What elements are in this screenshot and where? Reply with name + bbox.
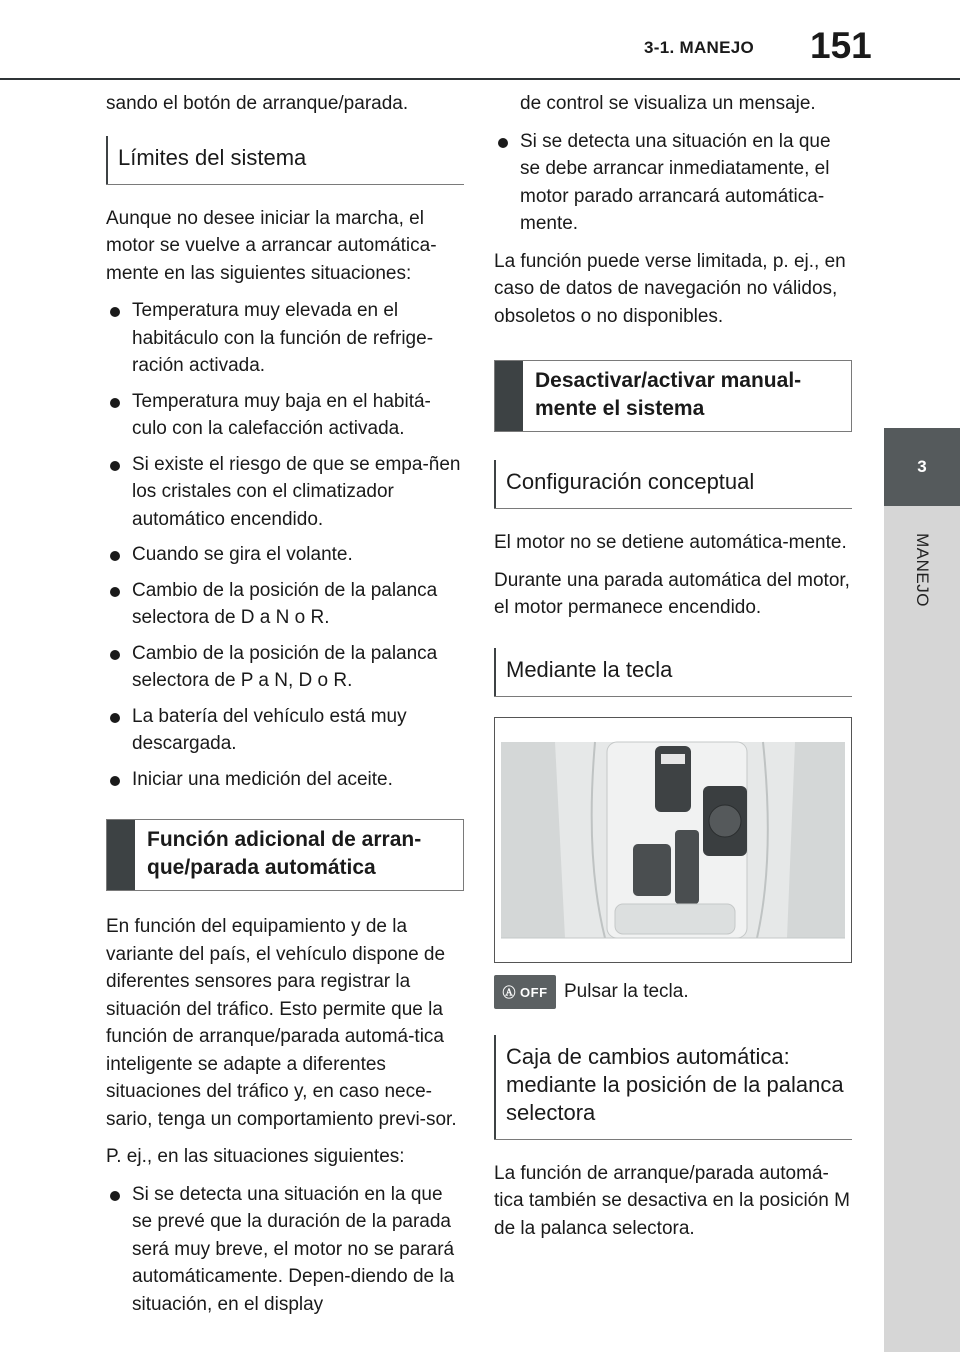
heading-bar bbox=[495, 361, 523, 431]
paragraph-intro: Aunque no desee iniciar la marcha, el motor se vuelve a arrancar automática-mente en las siguientes situaciones: bbox=[106, 207, 437, 284]
bullet-icon bbox=[110, 587, 120, 597]
list-item-text: Cambio de la posición de la palanca selectora de D a N o R. bbox=[132, 579, 438, 628]
situations-list-continued bbox=[494, 128, 852, 238]
heading-bar bbox=[107, 820, 135, 890]
list-item bbox=[106, 451, 464, 534]
paragraph-continued: de control se visualiza un mensaje. bbox=[520, 93, 816, 114]
bullet-icon bbox=[110, 713, 120, 723]
list-item-text: Temperatura muy elevada en el habitáculo con la función de refrige-ración activada. bbox=[132, 300, 434, 376]
heading-text: Límites del sistema bbox=[118, 144, 307, 170]
list-item bbox=[106, 297, 464, 380]
chapter-tab-number[interactable]: 3 bbox=[884, 428, 960, 506]
paragraph-equipment: En función del equipamiento y de la variante del país, el vehículo dispone de diferentes sensores para registrar la situación del tráfico. Esto permite que la función de arranque/parada automá-tica inteligente se adapte a diferentes situaciones del tráfico y, en caso nece-sario, tenga un comportamiento previ-sor. bbox=[106, 916, 457, 1130]
list-item bbox=[106, 703, 464, 758]
chapter-tab-label: MANEJO bbox=[913, 533, 932, 607]
header-section-title: 3-1. MANEJO bbox=[644, 38, 755, 57]
key-instruction-text: Pulsar la tecla. bbox=[564, 980, 689, 1002]
paragraph-example: P. ej., en las situaciones siguientes: bbox=[106, 1146, 405, 1167]
left-column bbox=[106, 90, 464, 1328]
list-item-text: Iniciar una medición del aceite. bbox=[132, 768, 393, 790]
console-drawing bbox=[495, 718, 851, 962]
bullet-icon bbox=[110, 398, 120, 408]
list-item-text: Cambio de la posición de la palanca selectora de P a N, D o R. bbox=[132, 642, 438, 691]
paragraph-engine-stays-on: Durante una parada automática del motor, el motor permanece encendido. bbox=[494, 569, 850, 618]
heading-via-key bbox=[494, 648, 852, 697]
heading-automatic-gearbox bbox=[494, 1035, 852, 1140]
bullet-icon bbox=[498, 138, 508, 148]
bullet-icon bbox=[110, 650, 120, 660]
list-item bbox=[106, 766, 464, 794]
list-item-text: Cuando se gira el volante. bbox=[132, 544, 353, 565]
page-number: 151 bbox=[810, 25, 872, 66]
bullet-icon bbox=[110, 776, 120, 786]
bullet-icon bbox=[110, 1191, 120, 1201]
heading-text: Caja de cambios automática: mediante la posición de la palanca selectora bbox=[506, 1043, 844, 1125]
heading-manual-toggle bbox=[494, 360, 852, 432]
heading-text: Mediante la tecla bbox=[506, 656, 673, 682]
heading-additional-function bbox=[106, 819, 464, 891]
heading-text: Función adicional de arran-que/parada automática bbox=[147, 828, 422, 879]
paragraph-gearbox: La función de arranque/parada automá-tica también se desactiva en la posición M de la palanca selectora. bbox=[494, 1162, 850, 1239]
list-item bbox=[494, 128, 852, 238]
center-console-illustration bbox=[494, 717, 852, 963]
paragraph-engine-not-stopped: El motor no se detiene automática-mente. bbox=[494, 532, 847, 553]
bullet-icon bbox=[110, 307, 120, 317]
conditions-list bbox=[106, 297, 464, 793]
heading-text: Configuración conceptual bbox=[506, 469, 755, 494]
list-item-text: Temperatura muy baja en el habitá-culo con la calefacción activada. bbox=[132, 390, 431, 439]
list-item bbox=[106, 1181, 464, 1319]
key-instruction-row bbox=[494, 975, 852, 1009]
chapter-tab-strip bbox=[884, 506, 960, 1352]
list-item bbox=[106, 541, 464, 569]
list-item bbox=[106, 388, 464, 443]
bullet-icon bbox=[110, 461, 120, 471]
header-divider bbox=[0, 78, 960, 80]
list-item bbox=[106, 577, 464, 632]
paragraph-limited: La función puede verse limitada, p. ej., en caso de datos de navegación no válidos, obsoletos o no disponibles. bbox=[494, 250, 846, 327]
list-item-text: Si existe el riesgo de que se empa-ñen los cristales con el climatizador automático encendido. bbox=[132, 453, 461, 530]
situations-list bbox=[106, 1181, 464, 1319]
list-item bbox=[106, 640, 464, 695]
bullet-icon bbox=[110, 551, 120, 561]
heading-text: Desactivar/activar manual-mente el sistema bbox=[535, 369, 802, 420]
paragraph-continued: sando el botón de arranque/parada. bbox=[106, 93, 409, 114]
list-item-text: Si se detecta una situación en la que se prevé que la duración de la parada será muy breve, el motor no se parará automáticamente. Depen-diendo de la situación, en el display bbox=[132, 1183, 455, 1315]
list-item-text: La batería del vehículo está muy descargada. bbox=[132, 705, 407, 754]
auto-start-stop-off-icon[interactable]: Ⓐ OFF bbox=[494, 975, 556, 1009]
heading-conceptual-config bbox=[494, 460, 852, 509]
list-item-text: Si se detecta una situación en la que se debe arrancar inmediatamente, el motor parado arrancará automática-mente. bbox=[520, 130, 831, 234]
heading-system-limits bbox=[106, 136, 464, 185]
right-column bbox=[494, 90, 852, 1252]
